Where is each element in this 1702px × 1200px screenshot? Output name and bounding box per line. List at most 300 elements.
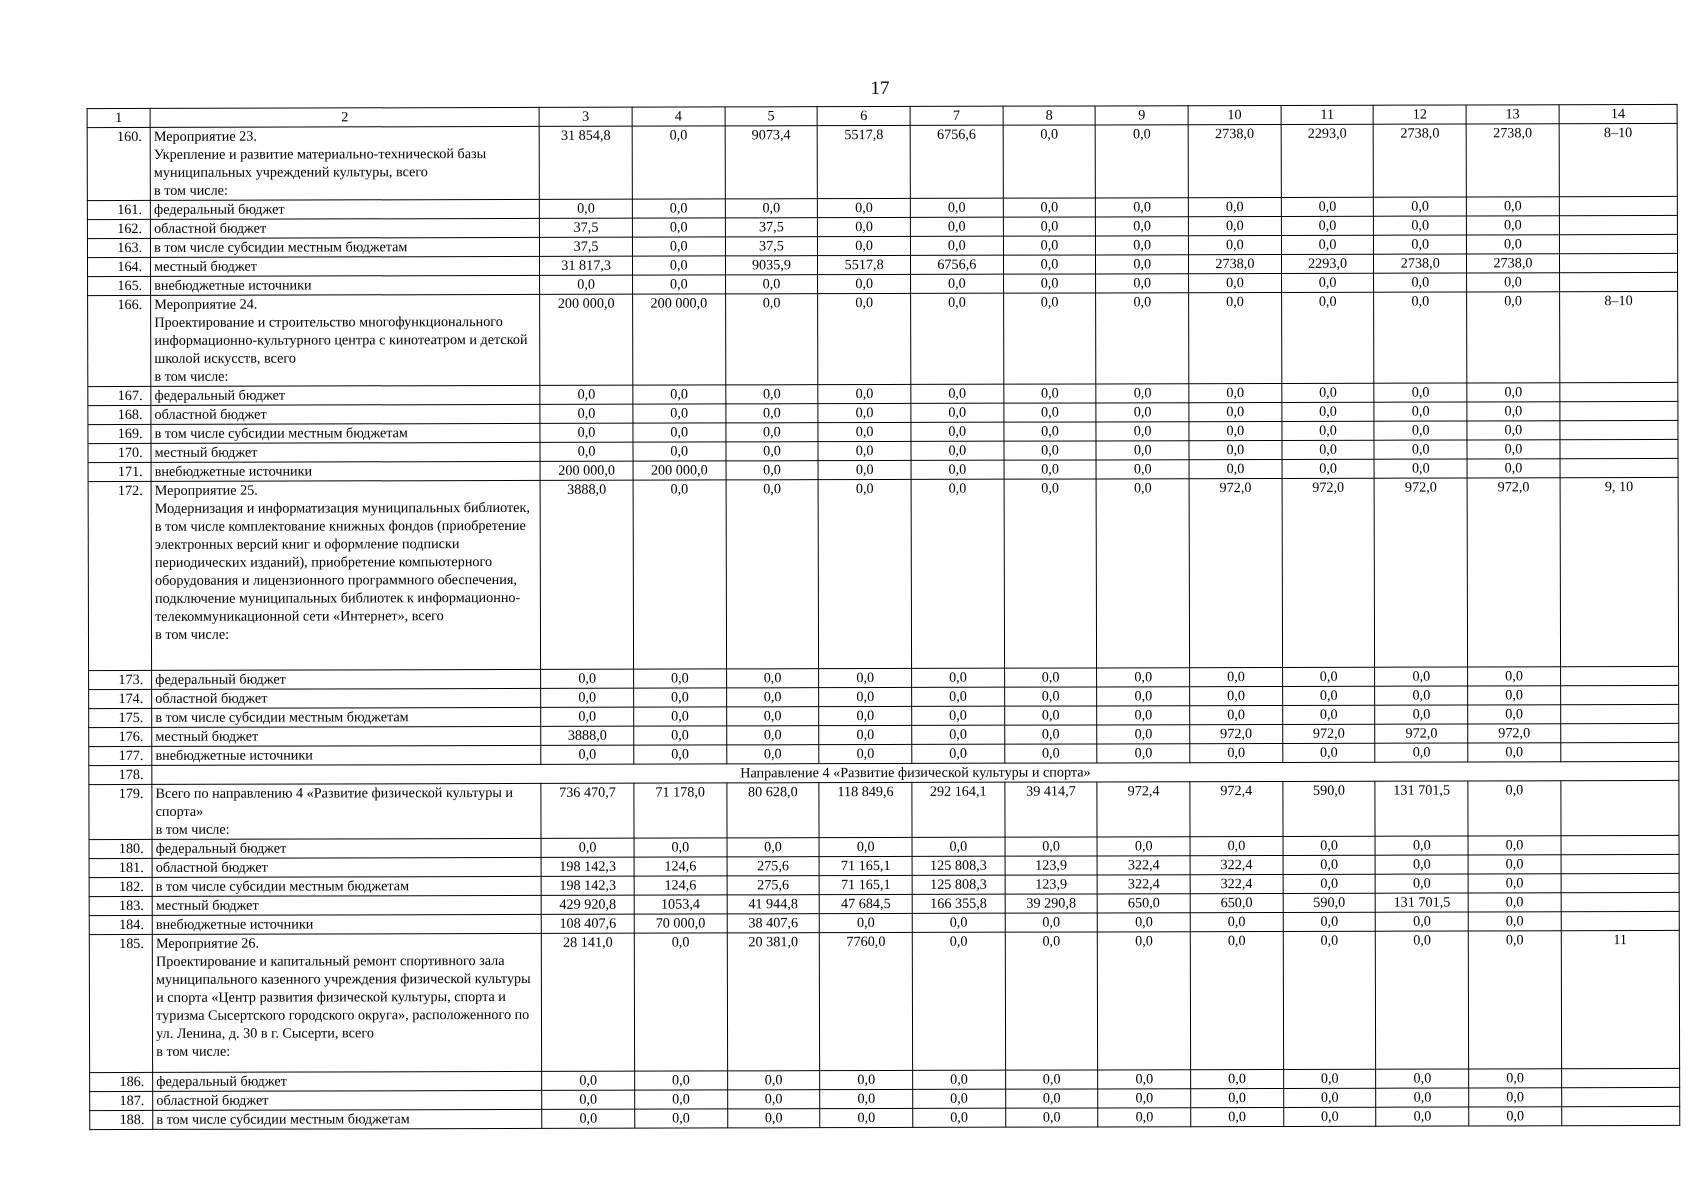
row-number: 167. <box>88 386 151 405</box>
amount-cell: 0,0 <box>1375 836 1468 855</box>
amount-cell: 0,0 <box>1098 1107 1191 1126</box>
amount-cell: 0,0 <box>726 480 819 669</box>
amount-cell: 650,0 <box>1190 893 1283 912</box>
amount-cell: 0,0 <box>1189 421 1282 440</box>
amount-cell: 0,0 <box>1191 1088 1284 1107</box>
row-title: в том числе субсидии местным бюджетам <box>153 1109 542 1129</box>
amount-cell: 0,0 <box>818 198 911 217</box>
amount-cell: 0,0 <box>913 1108 1006 1127</box>
row-number: 168. <box>88 405 151 424</box>
amount-cell: 0,0 <box>1003 255 1096 274</box>
amount-cell: 0,0 <box>1096 441 1189 460</box>
amount-cell: 0,0 <box>1375 855 1468 874</box>
amount-cell: 0,0 <box>911 441 1004 460</box>
amount-cell: 2738,0 <box>1189 254 1282 273</box>
target-indicator-cell <box>1560 685 1678 704</box>
amount-cell: 0,0 <box>1468 855 1561 874</box>
amount-cell: 275,6 <box>727 876 820 895</box>
row-number: 164. <box>87 257 150 276</box>
target-indicator-cell <box>1560 382 1678 401</box>
amount-cell: 0,0 <box>1283 855 1376 874</box>
row-title: внебюджетные источники <box>151 461 540 481</box>
amount-cell: 0,0 <box>1190 686 1283 705</box>
amount-cell: 0,0 <box>1376 874 1469 893</box>
row-title: Мероприятие 26. Проектирование и капитальный ремонт спортивного зала муниципального казенного учреждения физической культуры и спорта «Центр развития физической культуры, спорта и туризма Сысертского городского округа», расположенного по ул. Ленина, д. 30 в г. Сысерти, всего в том числе: <box>152 933 541 1072</box>
row-title: областной бюджет <box>153 1090 542 1110</box>
amount-cell: 38 407,6 <box>727 914 820 933</box>
target-indicator-cell <box>1561 780 1679 835</box>
amount-cell: 198 142,3 <box>541 857 634 876</box>
amount-cell: 590,0 <box>1283 893 1376 912</box>
amount-cell: 0,0 <box>1004 479 1097 668</box>
row-title: областной бюджет <box>152 688 541 708</box>
amount-cell: 0,0 <box>632 199 725 218</box>
amount-cell: 0,0 <box>819 725 912 744</box>
row-number: 178. <box>89 765 152 784</box>
amount-cell: 0,0 <box>1374 197 1467 216</box>
amount-cell: 0,0 <box>820 913 913 932</box>
target-indicator-cell <box>1559 234 1677 253</box>
amount-cell: 0,0 <box>1004 384 1097 403</box>
row-title: внебюджетные источники <box>151 275 540 295</box>
amount-cell: 125 808,3 <box>912 856 1005 875</box>
row-title: федеральный бюджет <box>152 838 541 858</box>
amount-cell: 39 414,7 <box>1005 782 1098 837</box>
amount-cell: 0,0 <box>726 423 819 442</box>
amount-cell: 0,0 <box>818 384 911 403</box>
row-title: в том числе субсидии местным бюджетам <box>152 707 541 727</box>
amount-cell: 0,0 <box>632 218 725 237</box>
amount-cell: 0,0 <box>1004 441 1097 460</box>
target-indicator-cell <box>1561 1087 1679 1106</box>
amount-cell: 0,0 <box>633 423 726 442</box>
amount-cell: 0,0 <box>912 668 1005 687</box>
row-number: 173. <box>89 670 152 689</box>
amount-cell: 0,0 <box>1097 687 1190 706</box>
amount-cell: 0,0 <box>1283 1107 1376 1126</box>
amount-cell: 0,0 <box>1189 292 1282 383</box>
amount-cell: 0,0 <box>726 461 819 480</box>
amount-cell: 118 849,6 <box>819 782 912 837</box>
row-number: 181. <box>89 858 152 877</box>
amount-cell: 0,0 <box>1374 402 1467 421</box>
amount-cell: 0,0 <box>1374 459 1467 478</box>
amount-cell: 0,0 <box>1004 403 1097 422</box>
target-indicator-cell <box>1560 704 1678 723</box>
column-number: 7 <box>910 106 1003 125</box>
section-title: Направление 4 «Развитие физической культуры и спорта» <box>152 761 1679 784</box>
target-indicator-cell <box>1559 253 1677 272</box>
amount-cell: 0,0 <box>1190 667 1283 686</box>
amount-cell: 972,0 <box>1375 478 1468 667</box>
amount-cell: 0,0 <box>1467 459 1560 478</box>
budget-table <box>87 104 1681 1130</box>
amount-cell: 31 854,8 <box>539 126 632 199</box>
amount-cell: 0,0 <box>1004 706 1097 725</box>
amount-cell: 0,0 <box>633 385 726 404</box>
amount-cell: 0,0 <box>1190 912 1283 931</box>
amount-cell: 0,0 <box>632 237 725 256</box>
amount-cell: 0,0 <box>1003 125 1096 198</box>
amount-cell: 37,5 <box>725 218 818 237</box>
amount-cell: 6756,6 <box>910 255 1003 274</box>
amount-cell: 0,0 <box>1096 384 1189 403</box>
amount-cell: 0,0 <box>1005 1089 1098 1108</box>
amount-cell: 972,0 <box>1375 724 1468 743</box>
amount-cell: 0,0 <box>634 707 727 726</box>
amount-cell: 0,0 <box>911 479 1004 668</box>
amount-cell: 0,0 <box>1188 235 1281 254</box>
amount-cell: 124,6 <box>634 876 727 895</box>
amount-cell: 0,0 <box>634 688 727 707</box>
amount-cell: 123,9 <box>1005 856 1098 875</box>
amount-cell: 0,0 <box>542 1090 635 1109</box>
amount-cell: 0,0 <box>1376 931 1469 1069</box>
amount-cell: 0,0 <box>633 404 726 423</box>
amount-cell: 0,0 <box>1281 197 1374 216</box>
row-number: 160. <box>87 127 150 200</box>
amount-cell: 0,0 <box>725 294 818 385</box>
amount-cell: 70 000,0 <box>634 914 727 933</box>
amount-cell: 7760,0 <box>820 932 913 1070</box>
amount-cell: 0,0 <box>542 1071 635 1090</box>
amount-cell: 0,0 <box>1188 216 1281 235</box>
amount-cell: 0,0 <box>1283 1088 1376 1107</box>
amount-cell: 0,0 <box>1282 667 1375 686</box>
amount-cell: 131 701,5 <box>1376 893 1469 912</box>
amount-cell: 0,0 <box>1282 402 1375 421</box>
amount-cell: 0,0 <box>635 1109 728 1128</box>
amount-cell: 0,0 <box>820 1070 913 1089</box>
row-title: Мероприятие 23. Укрепление и развитие материально-технической базы муниципальных учреждений культуры, всего в том числе: <box>150 126 539 200</box>
amount-cell: 0,0 <box>1096 403 1189 422</box>
amount-cell: 0,0 <box>819 744 912 763</box>
amount-cell: 0,0 <box>1376 1088 1469 1107</box>
amount-cell: 0,0 <box>913 1089 1006 1108</box>
amount-cell: 0,0 <box>1191 1069 1284 1088</box>
target-indicator-cell <box>1559 215 1677 234</box>
amount-cell: 0,0 <box>1098 1088 1191 1107</box>
amount-cell: 0,0 <box>1189 383 1282 402</box>
row-number: 166. <box>88 295 151 386</box>
column-number: 6 <box>817 106 910 125</box>
amount-cell: 0,0 <box>1096 293 1189 384</box>
row-title: в том числе субсидии местным бюджетам <box>151 423 540 443</box>
amount-cell: 0,0 <box>1003 217 1096 236</box>
target-indicator-cell <box>1561 723 1679 742</box>
amount-cell: 0,0 <box>1003 236 1096 255</box>
row-title: федеральный бюджет <box>150 199 539 219</box>
column-number: 8 <box>1003 106 1096 125</box>
amount-cell: 166 355,8 <box>912 894 1005 913</box>
amount-cell: 0,0 <box>634 933 727 1071</box>
amount-cell: 28 141,0 <box>542 933 635 1071</box>
amount-cell: 0,0 <box>1467 440 1560 459</box>
target-indicator-cell: 8–10 <box>1559 291 1677 382</box>
target-indicator-cell <box>1560 420 1678 439</box>
row-title: федеральный бюджет <box>153 1071 542 1091</box>
table-row <box>88 291 1678 386</box>
amount-cell: 0,0 <box>818 274 911 293</box>
amount-cell: 0,0 <box>818 441 911 460</box>
amount-cell: 0,0 <box>1191 1107 1284 1126</box>
amount-cell: 3888,0 <box>541 726 634 745</box>
amount-cell: 0,0 <box>727 1070 820 1089</box>
amount-cell: 292 164,1 <box>912 782 1005 837</box>
amount-cell: 0,0 <box>1005 1108 1098 1127</box>
amount-cell: 0,0 <box>1283 912 1376 931</box>
amount-cell: 0,0 <box>725 385 818 404</box>
amount-cell: 0,0 <box>1189 402 1282 421</box>
amount-cell: 6756,6 <box>910 125 1003 198</box>
amount-cell: 972,0 <box>1282 478 1375 667</box>
table-row <box>90 1106 1680 1129</box>
amount-cell: 322,4 <box>1190 874 1283 893</box>
amount-cell: 0,0 <box>725 199 818 218</box>
amount-cell: 0,0 <box>818 403 911 422</box>
row-number: 170. <box>88 443 151 462</box>
amount-cell: 2738,0 <box>1374 124 1467 197</box>
amount-cell: 2293,0 <box>1281 124 1374 197</box>
amount-cell: 0,0 <box>912 744 1005 763</box>
amount-cell: 0,0 <box>1005 837 1098 856</box>
amount-cell: 0,0 <box>1004 422 1097 441</box>
amount-cell: 0,0 <box>1467 383 1560 402</box>
row-number: 165. <box>88 276 151 295</box>
amount-cell: 0,0 <box>1469 1068 1562 1087</box>
amount-cell: 20 381,0 <box>727 933 820 1071</box>
amount-cell: 0,0 <box>1282 705 1375 724</box>
amount-cell: 0,0 <box>1190 836 1283 855</box>
amount-cell: 0,0 <box>1468 781 1561 836</box>
column-number: 3 <box>539 107 632 126</box>
amount-cell: 0,0 <box>1097 725 1190 744</box>
amount-cell: 0,0 <box>1374 383 1467 402</box>
amount-cell: 0,0 <box>633 442 726 461</box>
target-indicator-cell: 9, 10 <box>1560 477 1679 666</box>
amount-cell: 0,0 <box>541 669 634 688</box>
amount-cell: 0,0 <box>911 422 1004 441</box>
amount-cell: 0,0 <box>1189 440 1282 459</box>
amount-cell: 0,0 <box>540 385 633 404</box>
amount-cell: 5517,8 <box>817 125 910 198</box>
amount-cell: 0,0 <box>1004 725 1097 744</box>
amount-cell: 0,0 <box>1374 216 1467 235</box>
amount-cell: 0,0 <box>1097 706 1190 725</box>
amount-cell: 2293,0 <box>1281 254 1374 273</box>
amount-cell: 0,0 <box>1467 273 1560 292</box>
row-title: федеральный бюджет <box>152 669 541 689</box>
amount-cell: 0,0 <box>1468 667 1561 686</box>
target-indicator-cell <box>1561 911 1679 930</box>
table-row <box>89 930 1679 1072</box>
document-table-wrapper <box>87 104 1681 1176</box>
amount-cell: 0,0 <box>1374 235 1467 254</box>
amount-cell: 0,0 <box>911 274 1004 293</box>
amount-cell: 0,0 <box>1468 931 1561 1069</box>
row-title: в том числе субсидии местным бюджетам <box>151 237 540 257</box>
amount-cell: 71 178,0 <box>634 783 727 838</box>
amount-cell: 0,0 <box>820 1089 913 1108</box>
amount-cell: 0,0 <box>1003 198 1096 217</box>
amount-cell: 0,0 <box>725 275 818 294</box>
amount-cell: 0,0 <box>1005 932 1098 1070</box>
amount-cell: 0,0 <box>1374 421 1467 440</box>
amount-cell: 0,0 <box>540 423 633 442</box>
amount-cell: 47 684,5 <box>819 894 912 913</box>
amount-cell: 0,0 <box>1004 687 1097 706</box>
amount-cell: 0,0 <box>910 236 1003 255</box>
amount-cell: 0,0 <box>632 275 725 294</box>
row-number: 185. <box>89 934 153 1072</box>
amount-cell: 0,0 <box>1282 686 1375 705</box>
amount-cell: 0,0 <box>819 837 912 856</box>
amount-cell: 200 000,0 <box>633 294 726 385</box>
amount-cell: 0,0 <box>1468 686 1561 705</box>
amount-cell: 0,0 <box>910 217 1003 236</box>
amount-cell: 5517,8 <box>818 255 911 274</box>
row-title: областной бюджет <box>152 857 541 877</box>
amount-cell: 0,0 <box>820 1108 913 1127</box>
amount-cell: 0,0 <box>1004 744 1097 763</box>
row-title: областной бюджет <box>151 404 540 424</box>
amount-cell: 0,0 <box>1469 1087 1562 1106</box>
amount-cell: 0,0 <box>1468 912 1561 931</box>
amount-cell: 0,0 <box>1003 293 1096 384</box>
amount-cell: 0,0 <box>1469 1106 1562 1125</box>
amount-cell: 0,0 <box>1374 440 1467 459</box>
amount-cell: 0,0 <box>1281 235 1374 254</box>
amount-cell: 0,0 <box>1283 836 1376 855</box>
row-number: 174. <box>89 689 152 708</box>
table-row <box>88 477 1678 670</box>
amount-cell: 0,0 <box>1468 705 1561 724</box>
amount-cell: 0,0 <box>1376 912 1469 931</box>
column-number: 5 <box>725 107 818 126</box>
amount-cell: 200 000,0 <box>633 461 726 480</box>
row-number: 177. <box>89 746 152 765</box>
amount-cell: 0,0 <box>727 1108 820 1127</box>
column-number: 10 <box>1188 105 1281 124</box>
column-number: 12 <box>1374 105 1467 124</box>
amount-cell: 0,0 <box>1467 421 1560 440</box>
amount-cell: 0,0 <box>1375 686 1468 705</box>
row-number: 176. <box>89 727 152 746</box>
amount-cell: 2738,0 <box>1374 254 1467 273</box>
amount-cell: 0,0 <box>1468 893 1561 912</box>
target-indicator-cell <box>1560 458 1678 477</box>
row-number: 171. <box>88 462 151 481</box>
row-number: 169. <box>88 424 151 443</box>
row-title: внебюджетные источники <box>152 745 541 765</box>
amount-cell: 0,0 <box>912 725 1005 744</box>
amount-cell: 275,6 <box>727 857 820 876</box>
row-title: в том числе субсидии местным бюджетам <box>152 876 541 896</box>
target-indicator-cell <box>1561 892 1679 911</box>
amount-cell: 0,0 <box>1376 1069 1469 1088</box>
amount-cell: 0,0 <box>1467 292 1560 383</box>
amount-cell: 0,0 <box>541 688 634 707</box>
amount-cell: 0,0 <box>1466 197 1559 216</box>
table-row <box>89 780 1679 839</box>
page-number: 17 <box>870 78 890 99</box>
amount-cell: 0,0 <box>1096 125 1189 198</box>
amount-cell: 0,0 <box>818 217 911 236</box>
amount-cell: 0,0 <box>1375 705 1468 724</box>
row-number: 184. <box>89 915 152 934</box>
column-number: 9 <box>1095 106 1188 125</box>
amount-cell: 0,0 <box>1096 217 1189 236</box>
amount-cell: 429 920,8 <box>541 895 634 914</box>
amount-cell: 322,4 <box>1097 875 1190 894</box>
target-indicator-cell: 11 <box>1561 930 1680 1068</box>
amount-cell: 0,0 <box>1281 273 1374 292</box>
row-number: 187. <box>90 1091 153 1110</box>
amount-cell: 0,0 <box>1098 1069 1191 1088</box>
amount-cell: 39 290,8 <box>1005 894 1098 913</box>
amount-cell: 131 701,5 <box>1375 781 1468 836</box>
amount-cell: 322,4 <box>1190 855 1283 874</box>
column-number: 4 <box>632 107 725 126</box>
row-title: местный бюджет <box>151 442 540 462</box>
table-row <box>87 123 1677 200</box>
amount-cell: 0,0 <box>726 745 819 764</box>
amount-cell: 0,0 <box>1096 460 1189 479</box>
target-indicator-cell <box>1561 854 1679 873</box>
amount-cell: 124,6 <box>634 857 727 876</box>
amount-cell: 0,0 <box>1190 705 1283 724</box>
amount-cell: 972,4 <box>1097 782 1190 837</box>
amount-cell: 0,0 <box>1097 668 1190 687</box>
amount-cell: 0,0 <box>1467 216 1560 235</box>
amount-cell: 9073,4 <box>725 126 818 199</box>
amount-cell: 0,0 <box>632 126 725 199</box>
target-indicator-cell <box>1560 439 1678 458</box>
amount-cell: 0,0 <box>1004 460 1097 479</box>
amount-cell: 0,0 <box>1283 874 1376 893</box>
target-indicator-cell <box>1559 196 1677 215</box>
amount-cell: 3888,0 <box>540 480 633 669</box>
row-title: внебюджетные источники <box>152 914 541 934</box>
amount-cell: 972,4 <box>1190 781 1283 836</box>
amount-cell: 0,0 <box>912 837 1005 856</box>
amount-cell: 972,0 <box>1282 724 1375 743</box>
row-number: 183. <box>89 896 152 915</box>
amount-cell: 0,0 <box>1468 874 1561 893</box>
amount-cell: 71 165,1 <box>819 875 912 894</box>
amount-cell: 0,0 <box>540 275 633 294</box>
amount-cell: 0,0 <box>540 442 633 461</box>
amount-cell: 0,0 <box>541 838 634 857</box>
amount-cell: 37,5 <box>725 237 818 256</box>
amount-cell: 0,0 <box>634 726 727 745</box>
amount-cell: 0,0 <box>1096 236 1189 255</box>
amount-cell: 0,0 <box>1098 932 1191 1070</box>
amount-cell: 0,0 <box>1468 836 1561 855</box>
amount-cell: 0,0 <box>634 838 727 857</box>
amount-cell: 0,0 <box>1376 1107 1469 1126</box>
amount-cell: 200 000,0 <box>540 461 633 480</box>
amount-cell: 0,0 <box>1097 837 1190 856</box>
amount-cell: 0,0 <box>911 403 1004 422</box>
amount-cell: 31 817,3 <box>540 256 633 275</box>
row-title: Мероприятие 25. Модернизация и информатизация муниципальных библиотек, в том числе комплектование книжных фондов (приобретение электронных версий книг и оформление подписки периодических изданий), приобретение компьютерного оборудования и лицензионного программного обеспечения, подключение муниципальных библиотек к информационно-телекоммуникационной сети «Интернет», всего в том числе: <box>151 480 541 670</box>
amount-cell: 0,0 <box>1188 197 1281 216</box>
amount-cell: 0,0 <box>1005 1070 1098 1089</box>
amount-cell: 0,0 <box>1283 743 1376 762</box>
amount-cell: 0,0 <box>1096 479 1189 668</box>
amount-cell: 2738,0 <box>1188 124 1281 197</box>
